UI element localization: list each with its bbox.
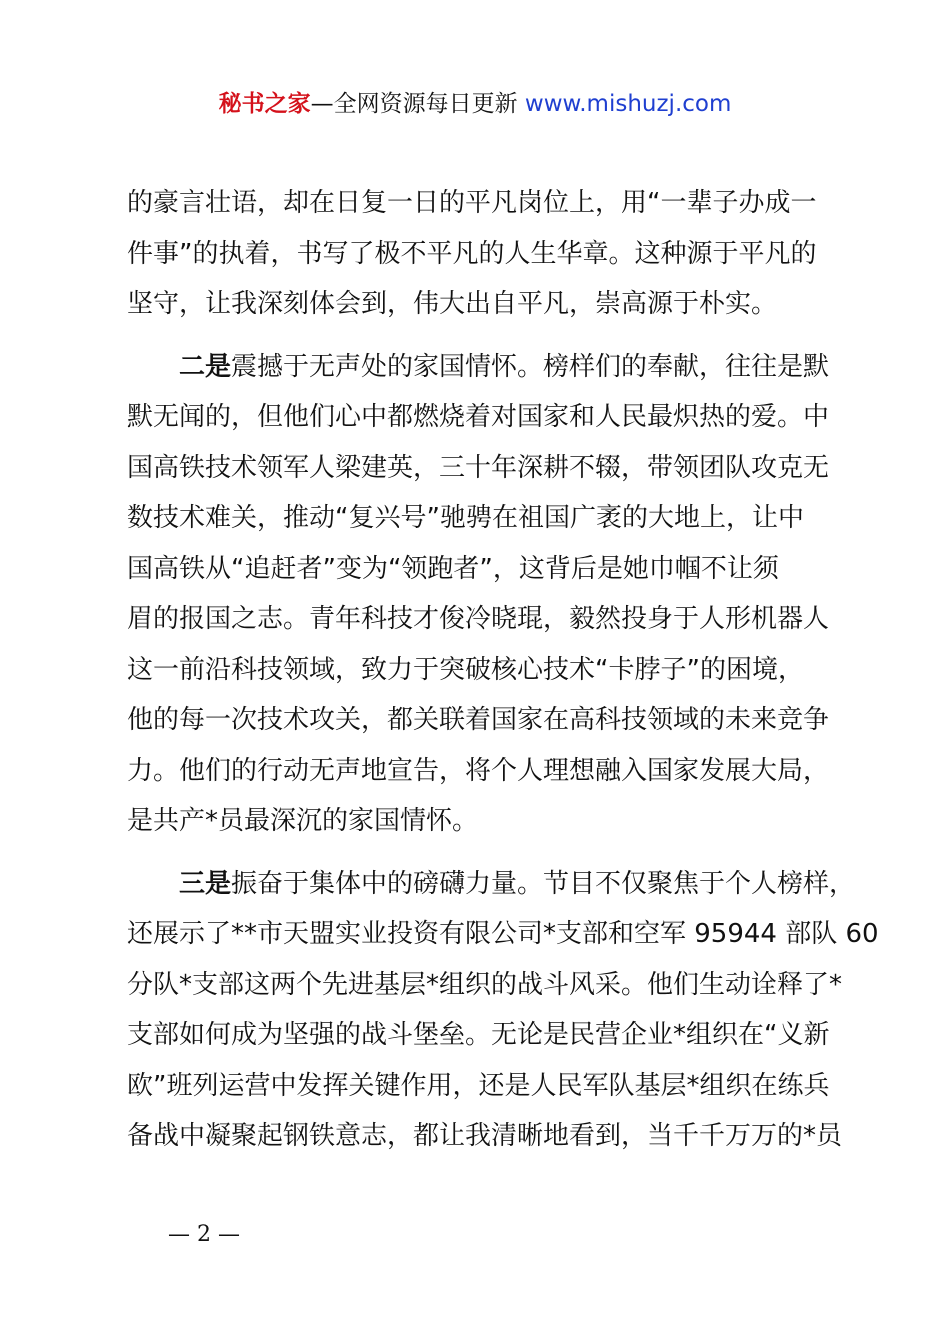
paragraph-line: 坚守，让我深刻体会到，伟大出自平凡，崇高源于朴实。: [127, 289, 778, 319]
paragraph-line: 国高铁从“追赶者”变为“领跑者”，这背后是她巾帼不让须: [127, 553, 779, 584]
paragraph-line: 支部如何成为坚强的战斗堡垒。无论是民营企业*组织在“义新: [127, 1020, 830, 1050]
paragraph-2: [127, 342, 837, 847]
paragraph-first-line: [127, 342, 837, 393]
paragraph-lead: 三是: [179, 868, 232, 899]
header-brand: 秘书之家: [218, 91, 311, 117]
paragraph-gap: [127, 847, 837, 859]
paragraph-line: 力。他们的行动无声地宣告，将个人理想融入国家发展大局，: [127, 755, 830, 786]
paragraph-line: 他的每一次技术攻关，都关联着国家在高科技领域的未来竞争: [127, 705, 830, 735]
paragraph-line: 默无闻的，但他们心中都燃烧着对国家和人民最炽热的爱。中: [127, 402, 830, 432]
page-header: [0, 88, 950, 120]
paragraph-line: 是共产*员最深沉的家国情怀。: [127, 806, 479, 836]
header-slogan: —全网资源每日更新: [310, 91, 525, 117]
paragraph-line: 眉的报国之志。青年科技才俊冷晓琨，毅然投身于人形机器人: [127, 604, 830, 634]
paragraph-line: 数技术难关，推动“复兴号”驰骋在祖国广袤的大地上，让中: [127, 503, 804, 533]
paragraph-lead: 二是: [179, 351, 232, 382]
paragraph-line: 欧”班列运营中发挥关键作用，还是人民军队基层*组织在练兵: [127, 1070, 830, 1101]
paragraph-first-line: [127, 859, 856, 910]
paragraph-line: 国高铁技术领军人梁建英，三十年深耕不辍，带领团队攻克无: [127, 452, 830, 483]
paragraph-1: [127, 178, 837, 330]
paragraph-first-line-text: 震撼于无声处的家国情怀。榜样们的奉献，往往是默: [231, 351, 830, 382]
paragraph-gap: [127, 330, 837, 342]
document-body: [127, 178, 879, 1162]
paragraph-line: 件事”的执着，书写了极不平凡的人生华章。这种源于平凡的: [127, 238, 817, 269]
paragraph-line: 的豪言壮语，却在日复一日的平凡岗位上，用“一辈子办成一: [127, 188, 817, 218]
header-site-url[interactable]: www.mishuzj.com: [524, 91, 732, 117]
paragraph-3: [127, 859, 879, 1162]
page-number: — 2 —: [168, 1222, 240, 1247]
paragraph-line: 还展示了**市天盟实业投资有限公司*支部和空军 95944 部队 60: [127, 919, 879, 949]
paragraph-first-line-text: 振奋于集体中的磅礴力量。节目不仅聚焦于个人榜样，: [231, 868, 856, 899]
paragraph-line: 分队*支部这两个先进基层*组织的战斗风采。他们生动诠释了*: [127, 969, 843, 1000]
paragraph-line: 这一前沿科技领域，致力于突破核心技术“卡脖子”的困境，: [127, 654, 804, 685]
paragraph-line: 备战中凝聚起钢铁意志，都让我清晰地看到，当千千万万的*员: [127, 1121, 843, 1151]
